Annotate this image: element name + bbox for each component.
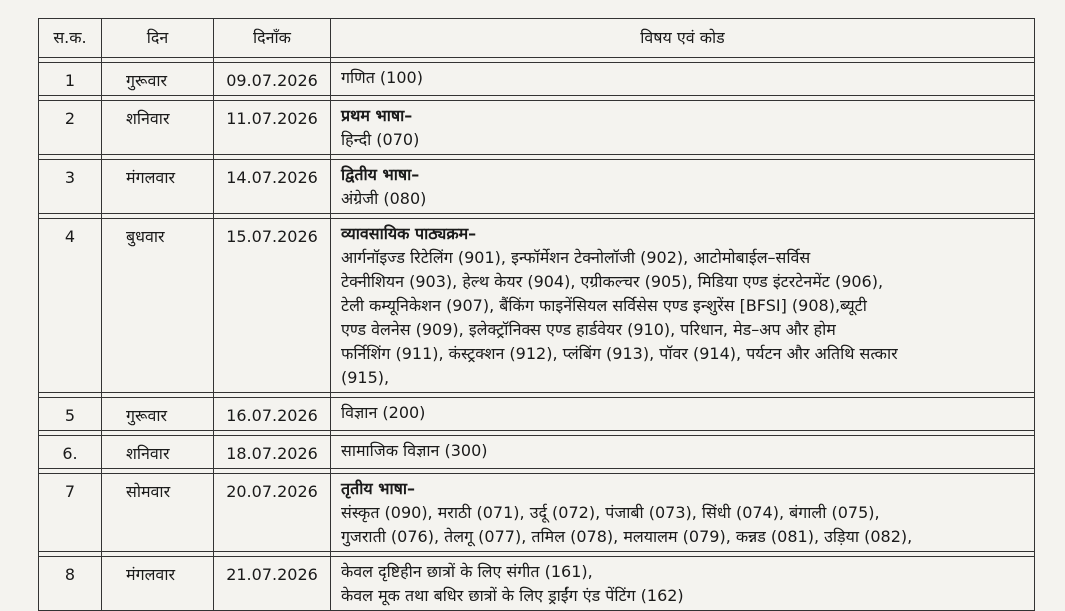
subject-heading: व्यावसायिक पाठ्यक्रम– — [341, 224, 477, 243]
exam-day: मंगलवार — [102, 160, 214, 214]
table-row — [39, 101, 1035, 155]
serial-number: 7 — [39, 474, 102, 552]
subject-cell — [331, 436, 1035, 469]
subject-cell — [331, 557, 1035, 611]
exam-date: 11.07.2026 — [214, 101, 331, 155]
subject-cell — [331, 474, 1035, 552]
exam-day: शनिवार — [102, 436, 214, 469]
table-row — [39, 557, 1035, 611]
subject-cell — [331, 219, 1035, 393]
serial-number: 2 — [39, 101, 102, 155]
subject-line: केवल दृष्टिहीन छात्रों के लिए संगीत (161), — [341, 562, 593, 581]
table-header-row — [39, 19, 1035, 58]
serial-number: 3 — [39, 160, 102, 214]
exam-date: 20.07.2026 — [214, 474, 331, 552]
header-subject: विषय एवं कोड — [331, 19, 1035, 58]
exam-date: 21.07.2026 — [214, 557, 331, 611]
subject-line: विज्ञान (200) — [341, 403, 426, 422]
serial-number: 4 — [39, 219, 102, 393]
exam-day: गुरूवार — [102, 398, 214, 431]
subject-line: संस्कृत (090), मराठी (071), उर्दू (072), पंजाबी (073), सिंधी (074), बंगाली (075), — [341, 503, 880, 522]
header-day: दिन — [102, 19, 214, 58]
table-row — [39, 398, 1035, 431]
subject-line: हिन्दी (070) — [341, 130, 420, 149]
exam-schedule-table — [38, 18, 1035, 611]
table-row — [39, 436, 1035, 469]
exam-day: शनिवार — [102, 101, 214, 155]
exam-date: 16.07.2026 — [214, 398, 331, 431]
serial-number: 8 — [39, 557, 102, 611]
exam-day: मंगलवार — [102, 557, 214, 611]
subject-heading: तृतीय भाषा– — [341, 479, 416, 498]
subject-line: एण्ड वेलनेस (909), इलेक्ट्रॉनिक्स एण्ड हार्डवेयर (910), परिधान, मेड–अप और होम — [341, 320, 836, 339]
subject-heading: द्वितीय भाषा– — [341, 165, 420, 184]
table-row — [39, 219, 1035, 393]
exam-day: बुधवार — [102, 219, 214, 393]
subject-line: टेक्नीशियन (903), हेल्थ केयर (904), एग्रीकल्चर (905), मिडिया एण्ड इंटरटेनमेंट (906), — [341, 272, 884, 291]
subject-line: फर्निशिंग (911), कंस्ट्रक्शन (912), प्लंबिंग (913), पॉवर (914), पर्यटन और अतिथि सत्कार — [341, 344, 898, 363]
subject-line: गुजराती (076), तेलगू (077), तमिल (078), मलयालम (079), कन्नड (081), उड़िया (082), — [341, 527, 913, 546]
subject-cell — [331, 398, 1035, 431]
header-date: दिनाँक — [214, 19, 331, 58]
exam-day: गुरूवार — [102, 63, 214, 96]
subject-heading: प्रथम भाषा– — [341, 106, 413, 125]
subject-line: अंग्रेजी (080) — [341, 189, 427, 208]
serial-number: 1 — [39, 63, 102, 96]
subject-line: टेली कम्यूनिकेशन (907), बैंकिंग फाइनेंसियल सर्विसेस एण्ड इन्शुरेंस [BFSI] (908),ब्यूटी — [341, 296, 867, 315]
exam-schedule-sheet — [38, 18, 1034, 611]
table-row — [39, 474, 1035, 552]
serial-number: 6. — [39, 436, 102, 469]
exam-date: 09.07.2026 — [214, 63, 331, 96]
header-serial: स.क. — [39, 19, 102, 58]
serial-number: 5 — [39, 398, 102, 431]
table-row — [39, 63, 1035, 96]
subject-line: गणित (100) — [341, 68, 423, 87]
subject-line: (915), — [341, 368, 390, 387]
table-body — [39, 58, 1035, 611]
subject-line: सामाजिक विज्ञान (300) — [341, 441, 488, 460]
subject-cell — [331, 101, 1035, 155]
exam-date: 15.07.2026 — [214, 219, 331, 393]
subject-line: केवल मूक तथा बधिर छात्रों के लिए ड्राईंग एंड पेंटिंग (162) — [341, 586, 684, 605]
table-row — [39, 160, 1035, 214]
subject-line: आर्गनॉइज्ड रिटेलिंग (901), इन्फॉर्मेशन टेक्नोलॉजी (902), आटोमोबाईल–सर्विस — [341, 248, 811, 267]
subject-cell — [331, 160, 1035, 214]
exam-date: 18.07.2026 — [214, 436, 331, 469]
exam-day: सोमवार — [102, 474, 214, 552]
subject-cell — [331, 63, 1035, 96]
exam-date: 14.07.2026 — [214, 160, 331, 214]
